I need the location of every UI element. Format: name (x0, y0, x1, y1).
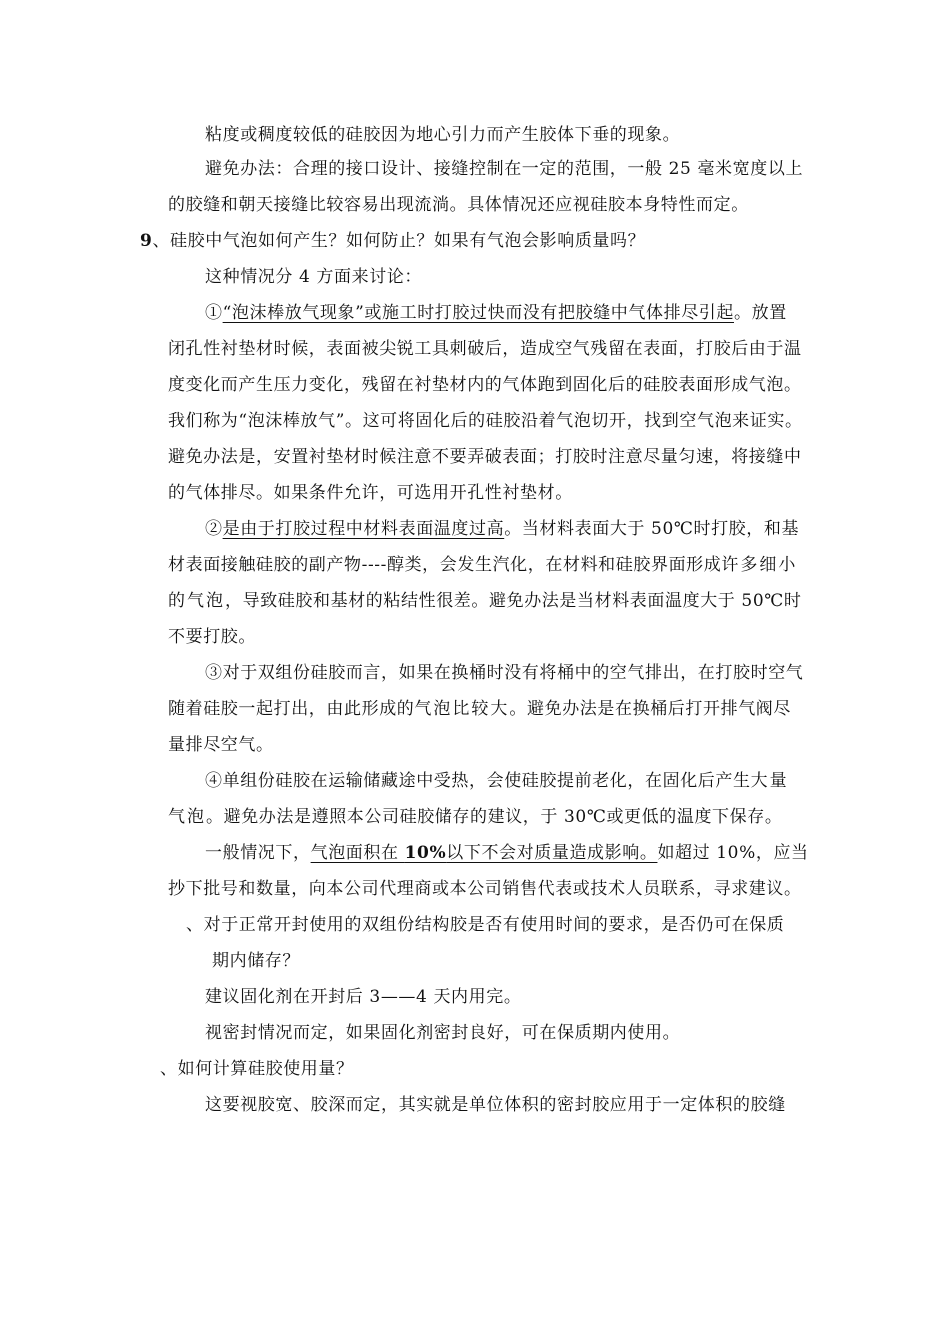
line-text: 的胶缝和朝天接缝比较容易出现流淌。具体情况还应视硅胶本身特性而定。 (168, 195, 749, 215)
text-line-11 (168, 476, 858, 510)
line-text: 闭孔性衬垫材时候，表面被尖锐工具刺破后，造成空气残留在表面，打胶后由于温 (168, 339, 802, 359)
line-text: ④单组份硅胶在运输储藏途中受热，会使硅胶提前老化，在固化后产生 (205, 771, 751, 791)
underlined-text: 气泡面积在 (310, 843, 405, 863)
line-text: 粘度或稠度较低的硅胶因为地心引力而产生胶体下垂的现象。 (205, 125, 681, 145)
text-line-17 (168, 692, 858, 726)
text-line-22 (168, 872, 858, 906)
question-number: 9 (140, 231, 153, 251)
question-10-heading (186, 908, 876, 942)
line-text: 这种情况分 4 方面来讨论： (205, 267, 423, 287)
emphasis-text: 气泡比较大 (414, 699, 510, 719)
point-marker: ① (205, 303, 223, 323)
line-text: ，导致硅胶和基材的粘结性很差。避免办法是当材料表面温度大于 50℃时 (225, 591, 802, 611)
question-text: 、硅胶中气泡如何产生？如何防止？如果有气泡会影响质量吗？ (152, 231, 646, 251)
line-text: 避免办法：合理的接口设计、接缝控制在一定的范围，一般 25 毫米宽度以上 (205, 159, 804, 179)
line-text: 不要打胶。 (168, 627, 256, 647)
text-line-13 (168, 548, 858, 582)
underlined-text: 是由于打胶过程中材料表面温度过高 (222, 519, 505, 539)
line-text: 材表面接触硅胶的副产物----醇类，会发生汽化，在材料和硅胶界面形成 (168, 555, 722, 575)
line-text: 一般情况下， (205, 843, 311, 863)
line-text: 量排尽空气。 (168, 735, 274, 755)
text-line-25 (205, 980, 855, 1014)
emphasis-text: 气泡 (168, 807, 206, 827)
underlined-text: “泡沫棒放气现象”或施工时打胶过快而没有把胶缝中气体排尽引起 (222, 303, 734, 323)
bold-underlined-value: 10% (404, 843, 447, 863)
line-text: 度变化而产生压力变化，残留在衬垫材内的气体跑到固化后的硅胶表面形成气泡。 (168, 375, 802, 395)
text-line-24 (212, 944, 902, 978)
point-2-line (205, 512, 855, 546)
text-line-20 (168, 800, 858, 834)
emphasis-text: 许多细小 (721, 555, 798, 575)
text-line-15 (168, 620, 858, 654)
line-text: 视密封情况而定，如果固化剂密封良好，可在保质期内使用。 (205, 1023, 681, 1043)
text-line-26 (205, 1016, 855, 1050)
question-11-heading (160, 1052, 850, 1086)
text-line-21 (205, 836, 855, 870)
line-text: 。避免办法是遵照本公司硅胶储存的建议，于 30℃或更低的温度下保存。 (206, 807, 783, 827)
line-text: 随着硅胶一起打出，由此形成的 (168, 699, 415, 719)
text-line-14 (168, 584, 858, 618)
text-line-10 (168, 440, 858, 474)
text-line-2 (205, 152, 855, 186)
line-text: 。放置 (734, 303, 787, 323)
line-text: 的气体排尽。如果条件允许，可选用开孔性衬垫材。 (168, 483, 573, 503)
line-text: 避免办法是，安置衬垫材时候注意不要弄破表面；打胶时注意尽量匀速，将接缝中 (168, 447, 802, 467)
line-text: 建议固化剂在开封后 3——4 天内用完。 (205, 987, 522, 1007)
question-text: 、对于正常开封使用的双组份结构胶是否有使用时间的要求，是否仍可在保质 (186, 915, 785, 935)
text-line-8 (168, 368, 858, 402)
point-1-line (205, 296, 855, 330)
line-text-rest: 如超过 10%，应当 (657, 843, 809, 863)
line-text: 期内储存？ (212, 951, 300, 971)
text-line-9 (168, 404, 858, 438)
text-line-28 (205, 1088, 855, 1122)
line-text: 抄下批号和数量，向本公司代理商或本公司销售代表或技术人员联系，寻求建议。 (168, 879, 802, 899)
line-text-rest: 。避免办法是在换桶后打开排气阀尽 (509, 699, 792, 719)
point-3-line (205, 656, 855, 690)
point-marker: ② (205, 519, 223, 539)
line-text: 。当材料表面大于 50℃时打胶，和基 (504, 519, 800, 539)
line-text: 这要视胶宽、胶深而定，其实就是单位体积的密封胶应用于一定体积的胶缝 (205, 1095, 786, 1115)
text-line-3 (168, 188, 858, 222)
text-line-1 (205, 118, 855, 152)
text-line-5 (205, 260, 855, 294)
point-4-line (205, 764, 855, 798)
question-text: 、如何计算硅胶使用量？ (160, 1059, 354, 1079)
line-text: 我们称为“泡沫棒放气”。这可将固化后的硅胶沿着气泡切开，找到空气泡来证实。 (168, 411, 803, 431)
underlined-text: 以下不会对质量造成影响。 (446, 843, 658, 863)
text-line-7 (168, 332, 858, 366)
question-9-heading (140, 224, 830, 258)
emphasis-text: 大量 (750, 771, 789, 791)
text-line-18 (168, 728, 858, 762)
emphasis-text: 的气泡 (168, 591, 225, 611)
line-text: ③对于双组份硅胶而言，如果在换桶时没有将桶中的空气排出，在打胶时空气 (205, 663, 804, 683)
